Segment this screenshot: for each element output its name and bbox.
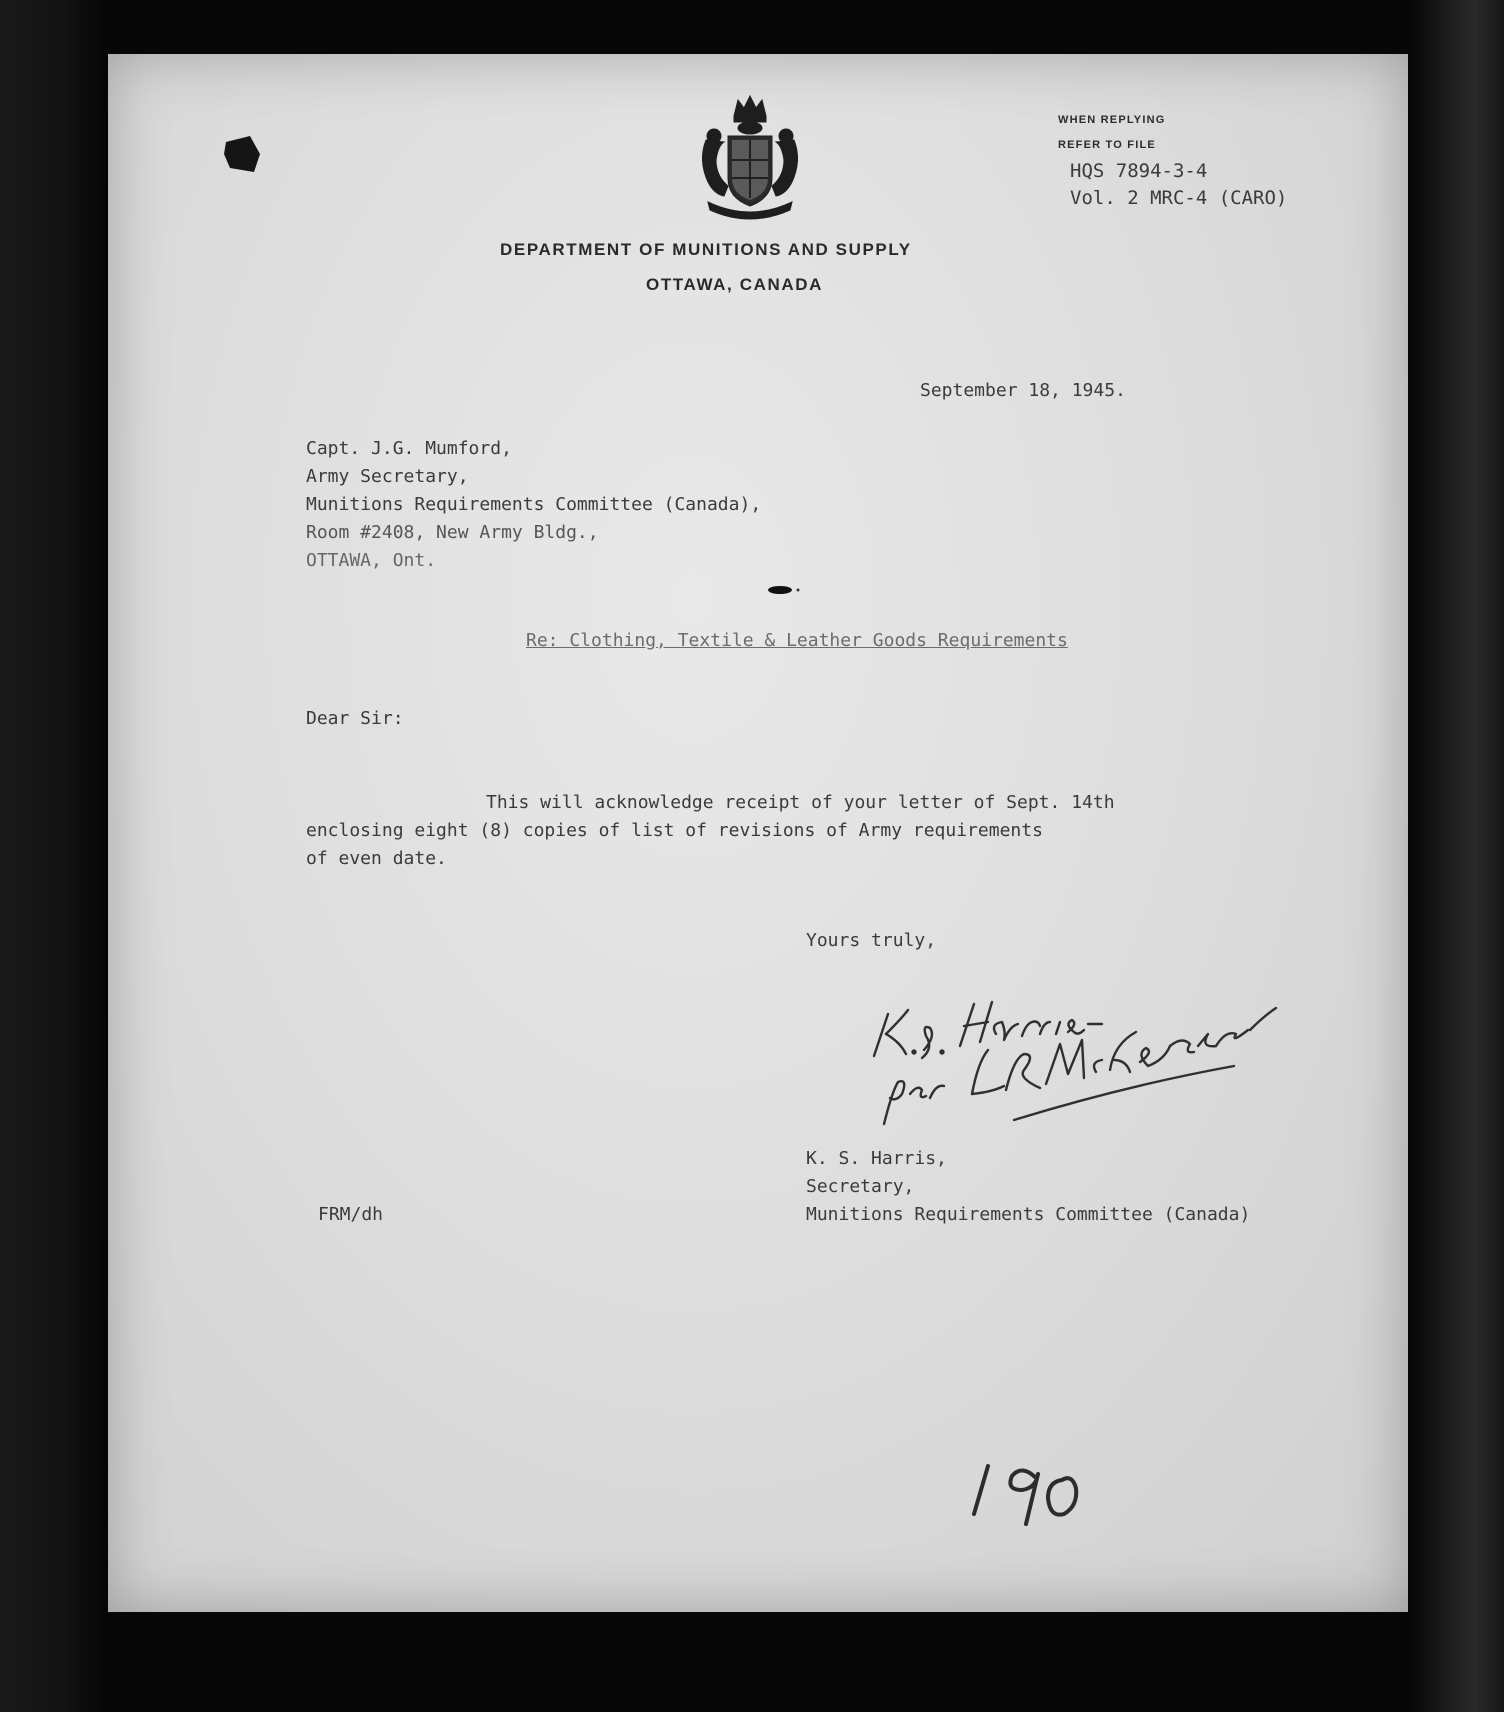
ink-smudge-mark: [758, 582, 808, 598]
film-border-bottom: [0, 1612, 1504, 1712]
signer-name: K. S. Harris,: [806, 1148, 947, 1169]
signer-organization: Munitions Requirements Committee (Canada): [806, 1204, 1251, 1225]
letter-sheet: [108, 54, 1408, 1612]
recipient-line: Room #2408, New Army Bldg.,: [306, 522, 599, 543]
reply-label-line-2: REFER TO FILE: [1058, 139, 1156, 151]
salutation: Dear Sir:: [306, 708, 404, 729]
recipient-line: Army Secretary,: [306, 466, 469, 487]
department-name: DEPARTMENT OF MUNITIONS AND SUPPLY: [500, 240, 912, 259]
recipient-line: OTTAWA, Ont.: [306, 550, 437, 571]
file-reference-line-1: HQS 7894-3-4: [1070, 160, 1208, 182]
handwritten-folio-number: [944, 1440, 1124, 1530]
signer-title: Secretary,: [806, 1176, 915, 1197]
letter-date: September 18, 1945.: [920, 380, 1126, 401]
closing: Yours truly,: [806, 930, 937, 951]
recipient-line: Capt. J.G. Mumford,: [306, 438, 512, 459]
body-line: enclosing eight (8) copies of list of revisions of Army requirements: [306, 820, 1043, 841]
recipient-line: Munitions Requirements Committee (Canada),: [306, 494, 762, 515]
film-border-right: [1408, 0, 1504, 1712]
canadian-coat-of-arms-icon: [694, 90, 806, 220]
handwritten-signature: [864, 974, 1334, 1134]
reply-label-line-1: WHEN REPLYING: [1058, 114, 1166, 126]
film-border-left: [0, 0, 108, 1712]
subject-line: Re: Clothing, Textile & Leather Goods Requirements: [526, 630, 1068, 651]
punch-hole-mark: [220, 132, 264, 176]
typist-initials: FRM/dh: [318, 1204, 384, 1225]
body-line: of even date.: [306, 848, 447, 869]
film-border-top: [0, 0, 1504, 54]
file-reference-line-2: Vol. 2 MRC-4 (CARO): [1070, 187, 1288, 209]
body-line: This will acknowledge receipt of your letter of Sept. 14th: [486, 792, 1115, 813]
department-location: OTTAWA, CANADA: [646, 275, 823, 294]
